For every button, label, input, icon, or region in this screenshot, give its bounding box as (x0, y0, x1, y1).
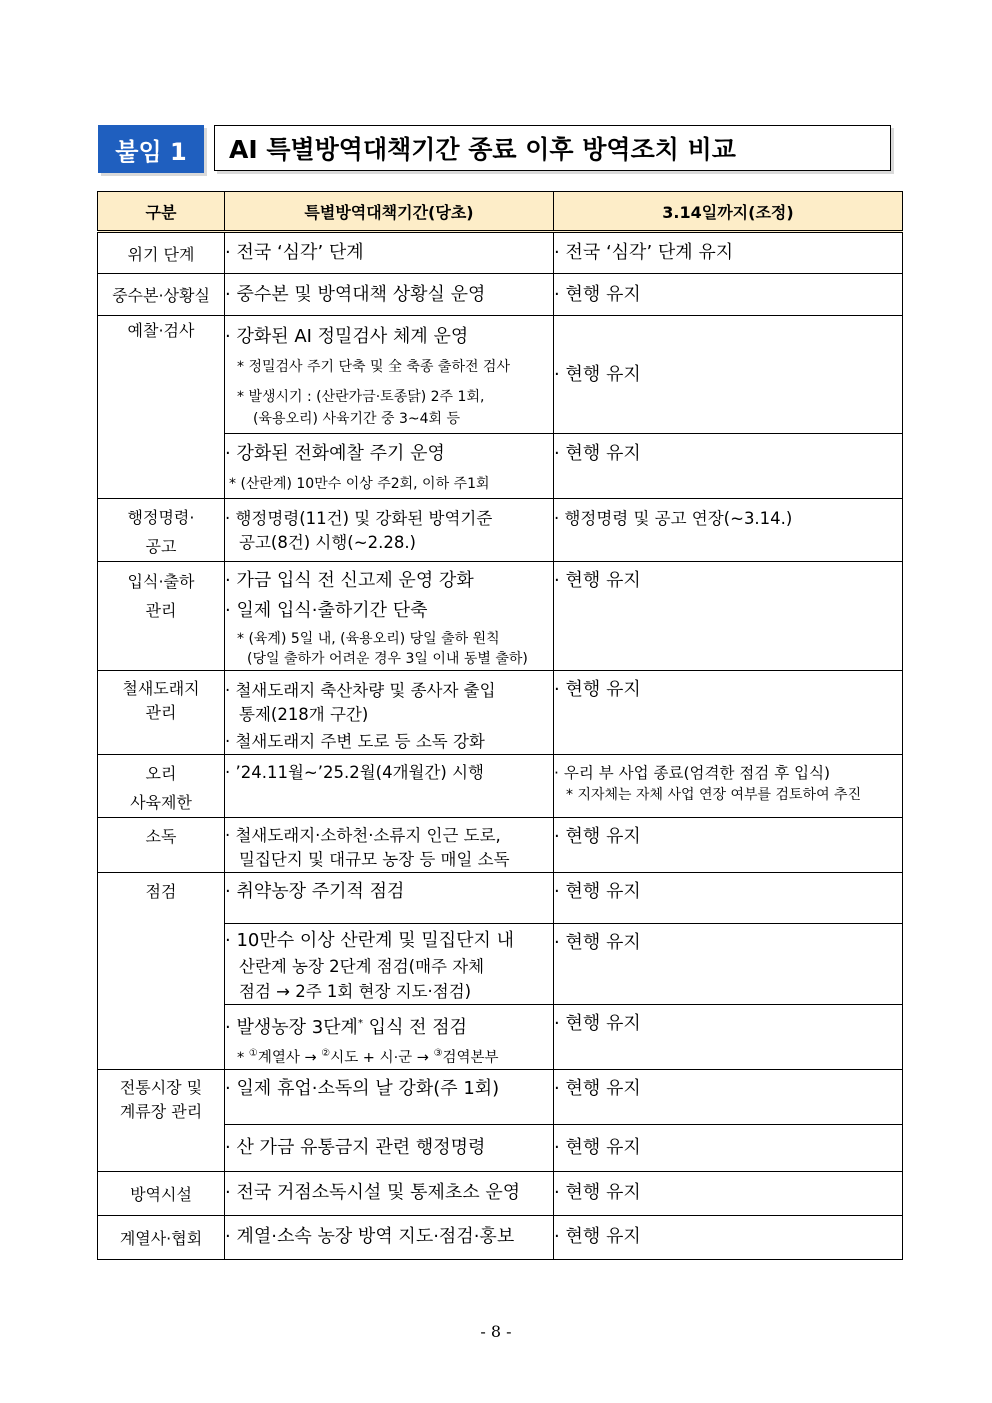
original-measure: · 전국 거점소독시설 및 통제초소 운영 (225, 1171, 554, 1215)
adjusted-measure: · 현행 유지 (554, 1215, 903, 1259)
table-row (98, 499, 903, 562)
row-category: 전통시장 및 계류장 관리 (98, 1069, 225, 1171)
table-row (98, 562, 903, 671)
page-header (98, 125, 893, 173)
row-category: 예찰·검사 (98, 316, 225, 499)
original-measure: · 산 가금 유통금지 관련 행정명령 (225, 1124, 554, 1171)
adjusted-measure: · 현행 유지 (554, 873, 903, 924)
table-row (98, 274, 903, 316)
original-measure: · 발생농장 3단계* 입식 전 점검 * ①계열사 → ②시도 + 시·군 → ③검역본부 (225, 1005, 554, 1070)
table-row (98, 1171, 903, 1215)
original-measure: · 10만수 이상 산란계 및 밀집단지 내 산란계 농장 2단계 점검(매주 자체 점검 → 2주 1회 현장 지도·점검) (225, 924, 554, 1005)
adjusted-measure: · 현행 유지 (554, 274, 903, 316)
row-category: 행정명령· 공고 (98, 499, 225, 562)
adjusted-measure: · 현행 유지 (554, 562, 903, 671)
row-category: 위기 단계 (98, 232, 225, 274)
original-measure: · ’24.11월~’25.2월(4개월간) 시행 (225, 755, 554, 818)
original-measure: · 취약농장 주기적 점검 (225, 873, 554, 924)
adjusted-measure: · 현행 유지 (554, 924, 903, 1005)
row-category: 점검 (98, 873, 225, 1070)
original-measure: · 강화된 전화예찰 주기 운영 * (산란계) 10만수 이상 주2회, 이하 주1회 (225, 434, 554, 499)
row-category: 소독 (98, 818, 225, 873)
page-number: - 8 - (480, 1322, 512, 1341)
column-header: 3.14일까지(조정) (554, 192, 903, 232)
row-category: 중수본·상황실 (98, 274, 225, 316)
original-measure: · 강화된 AI 정밀검사 체계 운영 * 정밀검사 주기 단축 및 全 축종 출하전 검사 * 발생시기 : (산란가금·토종닭) 2주 1회, (육용오리) 사육기간 중 3~4회 등 (225, 316, 554, 434)
original-measure: · 가금 입식 전 신고제 운영 강화 · 일제 입식·출하기간 단축 * (육계) 5일 내, (육용오리) 당일 출하 원칙 (당일 출하가 어려운 경우 3일 이내 동별 출하) (225, 562, 554, 671)
adjusted-measure: · 현행 유지 (554, 316, 903, 434)
original-measure: · 일제 휴업·소독의 날 강화(주 1회) (225, 1069, 554, 1124)
row-category: 방역시설 (98, 1171, 225, 1215)
original-measure: · 중수본 및 방역대책 상황실 운영 (225, 274, 554, 316)
original-measure: · 철새도래지 축산차량 및 종사자 출입 통제(218개 구간) · 철새도래지 주변 도로 등 소독 강화 (225, 671, 554, 755)
table-row (98, 316, 903, 434)
original-measure: · 전국 ‘심각’ 단계 (225, 232, 554, 274)
table-row (98, 873, 903, 924)
original-measure: · 계열·소속 농장 방역 지도·점검·홍보 (225, 1215, 554, 1259)
table-row (98, 232, 903, 274)
row-category: 오리 사육제한 (98, 755, 225, 818)
adjusted-measure: · 현행 유지 (554, 1124, 903, 1171)
table-row (98, 755, 903, 818)
adjusted-measure: · 현행 유지 (554, 671, 903, 755)
adjusted-measure: · 현행 유지 (554, 1005, 903, 1070)
adjusted-measure: · 현행 유지 (554, 1171, 903, 1215)
row-category: 계열사·협회 (98, 1215, 225, 1259)
table-header-row (98, 192, 903, 232)
row-category: 철새도래지 관리 (98, 671, 225, 755)
original-measure: · 철새도래지·소하천·소류지 인근 도로, 밀집단지 및 대규모 농장 등 매일 소독 (225, 818, 554, 873)
adjusted-measure: · 우리 부 사업 종료(엄격한 점검 후 입식) * 지자체는 자체 사업 연장 여부를 검토하여 추진 (554, 755, 903, 818)
table-row (98, 1215, 903, 1259)
comparison-table (97, 191, 903, 1260)
table-row (98, 818, 903, 873)
table-row (98, 671, 903, 755)
table-row (98, 1069, 903, 1124)
adjusted-measure: · 현행 유지 (554, 434, 903, 499)
adjusted-measure: · 전국 ‘심각’ 단계 유지 (554, 232, 903, 274)
attachment-badge: 붙임 1 (98, 125, 204, 173)
original-measure: · 행정명령(11건) 및 강화된 방역기준 공고(8건) 시행(~2.28.) (225, 499, 554, 562)
row-category: 입식·출하 관리 (98, 562, 225, 671)
adjusted-measure: · 현행 유지 (554, 818, 903, 873)
adjusted-measure: · 현행 유지 (554, 1069, 903, 1124)
adjusted-measure: · 행정명령 및 공고 연장(~3.14.) (554, 499, 903, 562)
page-title: AI 특별방역대책기간 종료 이후 방역조치 비교 (214, 125, 891, 171)
column-header: 구분 (98, 192, 225, 232)
column-header: 특별방역대책기간(당초) (225, 192, 554, 232)
